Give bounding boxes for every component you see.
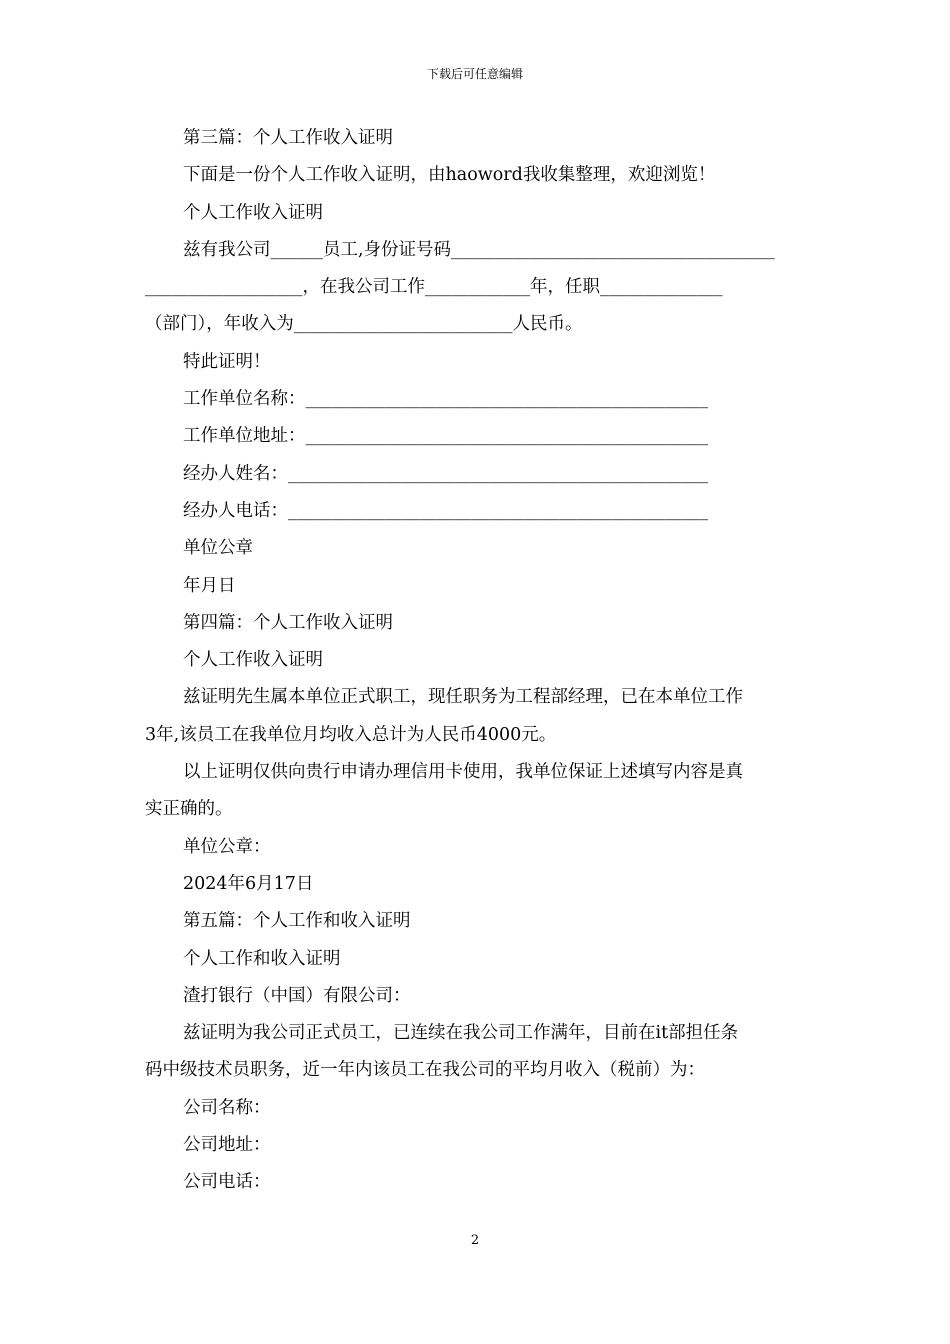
text-line: 工作单位名称：______________________________________________ [183,389,708,410]
text-line: 公司电话： [183,1172,271,1193]
text-line: 码中级技术员职务，近一年内该员工在我公司的平均月收入（税前）为： [145,1060,705,1081]
page-number: 2 [470,1233,480,1248]
text-line: 经办人电话：________________________________________________ [183,500,708,521]
text-line: 个人工作收入证明 [183,202,323,223]
text-line: 单位公章 [183,538,253,559]
text-line: 实正确的。 [145,799,233,820]
text-line: 经办人姓名：________________________________________________ [183,463,708,484]
text-line: 第五篇：个人工作和收入证明 [183,911,411,932]
text-line: 年月日 [183,575,236,596]
text-line: 兹证明先生属本单位正式职工，现任职务为工程部经理，已在本单位工作 [183,687,743,708]
text-line: 单位公章： [183,836,271,857]
text-line: 第四篇：个人工作收入证明 [183,612,393,633]
document-body [145,120,805,1202]
text-line: 以上证明仅供向贵行申请办理信用卡使用，我单位保证上述填写内容是真 [183,762,743,783]
text-line: __________________，在我公司工作____________年，任职______________ [145,277,723,298]
page-header: 下载后可任意编辑 [426,67,523,81]
text-line: （部门），年收入为_________________________人民币。 [145,314,583,335]
text-line: 兹证明为我公司正式员工，已连续在我公司工作满年，目前在it部担任条 [183,1023,739,1044]
text-line: 个人工作和收入证明 [183,948,341,969]
text-line: 公司名称： [183,1097,271,1118]
text-line: 特此证明！ [183,351,271,372]
text-line: 第三篇：个人工作收入证明 [183,128,393,148]
text-line: 兹有我公司______员工,身份证号码_____________________________________ [183,239,775,260]
text-line: 工作单位地址：______________________________________________ [183,426,708,447]
text-line: 个人工作收入证明 [183,650,323,671]
text-line: 下面是一份个人工作收入证明，由haoword我收集整理，欢迎浏览！ [183,165,716,186]
text-line: 渣打银行（中国）有限公司： [183,985,411,1006]
text-line: 公司地址： [183,1135,271,1156]
text-line: 2024年6月17日 [183,873,314,894]
text-line: 3年,该员工在我单位月均收入总计为人民币4000元。 [145,724,557,745]
